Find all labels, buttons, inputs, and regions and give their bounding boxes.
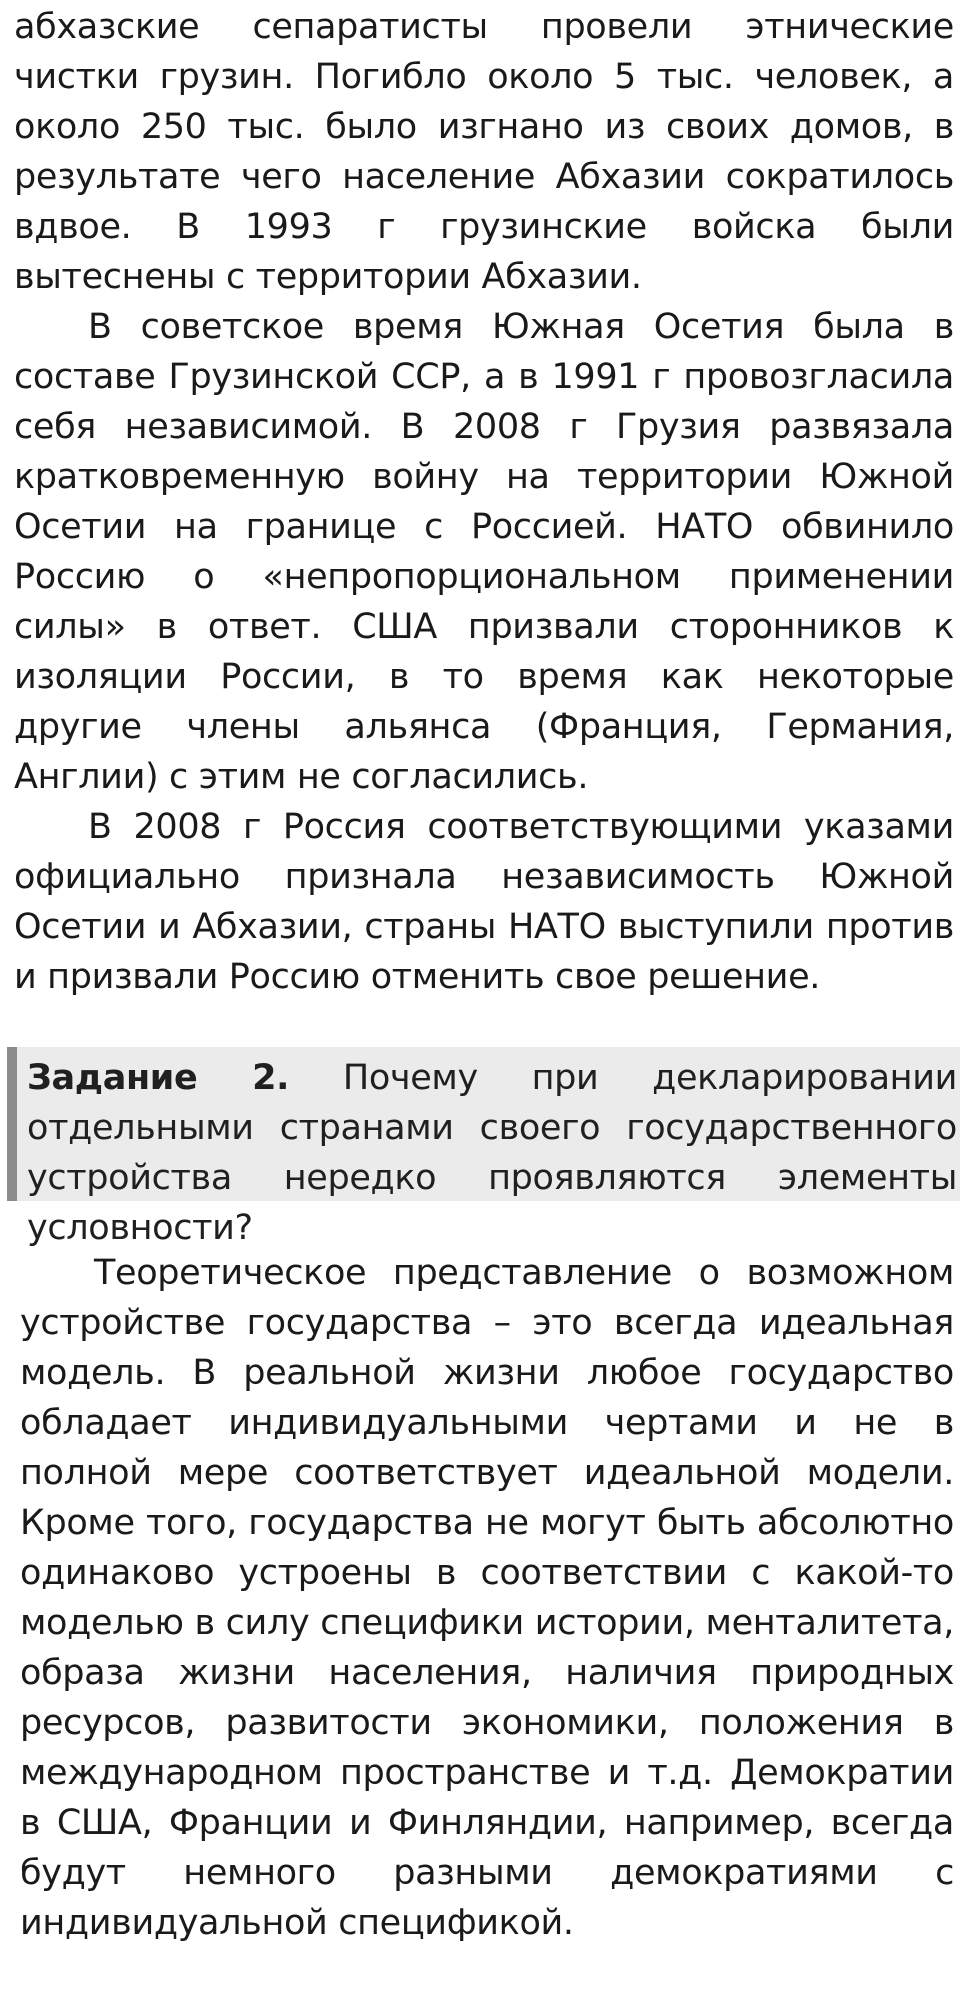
intro-text <box>14 2 954 1002</box>
task-callout <box>7 1047 960 1248</box>
paragraph-abkhazia: абхазские сепаратисты провели этнические чистки грузин. Погибло около 5 тыс. человек, а около 250 тыс. было изгнано из своих домов, в результате чего население Абхазии сократилось вдвое. В 1993 г грузинские войска были вытеснены с территории Абхазии. <box>14 7 954 297</box>
task-label: Задание 2. <box>27 1058 290 1098</box>
paragraph-south-ossetia: В советское время Южная Осетия была в составе Грузинской ССР, а в 1991 г провозгласила себя независимой. В 2008 г Грузия развязала кратковременную войну на территории Южной Осетии на границе с Россией. НАТО обвинило Россию о «непропорциональном применении силы» в ответ. США призвали сторонников к изоляции России, в то время как некоторые другие члены альянса (Франция, Германия, Англии) с этим не согласились. <box>14 307 954 797</box>
answer-text <box>20 1248 954 1948</box>
task-question: Почему при декларировании отдельными странами своего государственного устройства нередко проявляются элементы условности? <box>27 1058 957 1248</box>
paragraph-recognition: В 2008 г Россия соответствующими указами официально признала независимость Южной Осетии и Абхазии, страны НАТО выступили против и призвали Россию отменить свое решение. <box>14 807 954 997</box>
task-text <box>27 1053 957 1253</box>
answer-paragraph: Теоретическое представление о возможном устройстве государства – это всегда идеальная модель. В реальной жизни любое государство обладает индивидуальными чертами и не в полной мере соответствует идеальной модели. Кроме того, государства не могут быть абсолютно одинаково устроены в соответствии с какой-то моделью в силу специфики истории, менталитета, образа жизни населения, наличия природных ресурсов, развитости экономики, положения в международном пространстве и т.д. Демократии в США, Франции и Финляндии, например, всегда будут немного разными демократиями с индивидуальной спецификой. <box>20 1253 954 1943</box>
